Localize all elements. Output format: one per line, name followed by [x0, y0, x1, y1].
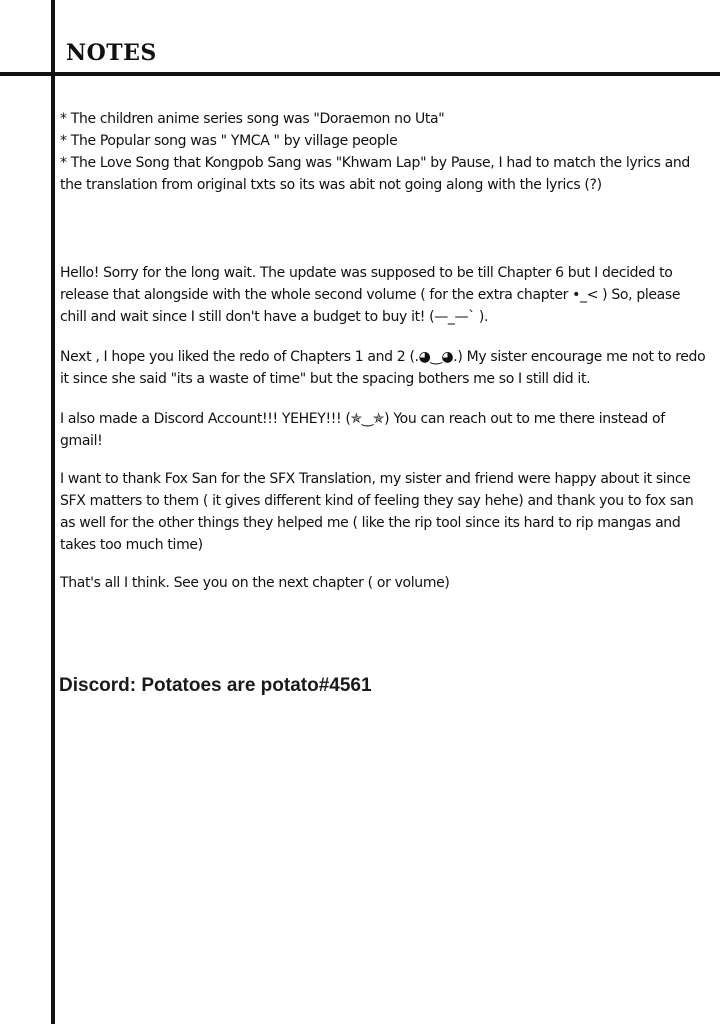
paragraph-closing: That's all I think. See you on the next chapter ( or volume) — [60, 575, 450, 591]
paragraph-redo: Next , I hope you liked the redo of Chapters 1 and 2 (.◕‿◕.) My sister encourage me not to redo it since she said "its a waste of time" but the spacing bothers me so I still did it. — [60, 349, 706, 387]
message-body — [60, 262, 710, 612]
discord-handle: Discord: Potatoes are potato#4561 — [59, 675, 372, 696]
note-item-doraemon: * The children anime series song was "Doraemon no Uta" — [60, 111, 445, 127]
paragraph-discord-account: I also made a Discord Account!!! YEHEY!!! (✯‿✯) You can reach out to me there instead of gmail! — [60, 411, 665, 449]
paragraph-apology: Hello! Sorry for the long wait. The update was supposed to be till Chapter 6 but I decided to release that alongside with the whole second volume ( for the extra chapter •_< ) So, please chill and wait since I still don't have a budget to buy it! (—_—` ). — [60, 265, 681, 325]
note-item-khwam-lap: * The Love Song that Kongpob Sang was "Khwam Lap" by Pause, I had to match the lyrics and the translation from original txts so its was abit not going along with the lyrics (?) — [60, 155, 690, 193]
notes-list — [60, 108, 710, 196]
note-item-ymca: * The Popular song was " YMCA " by village people — [60, 133, 398, 149]
header-horizontal-rule — [0, 72, 720, 76]
paragraph-thanks: I want to thank Fox San for the SFX Translation, my sister and friend were happy about it since SFX matters to them ( it gives different kind of feeling they say hehe) and thank you to fox san as well for the other things they helped me ( like the rip tool since its hard to rip mangas and takes too much time) — [60, 471, 694, 553]
margin-vertical-rule — [51, 0, 55, 1024]
page-title: NOTES — [66, 40, 157, 66]
